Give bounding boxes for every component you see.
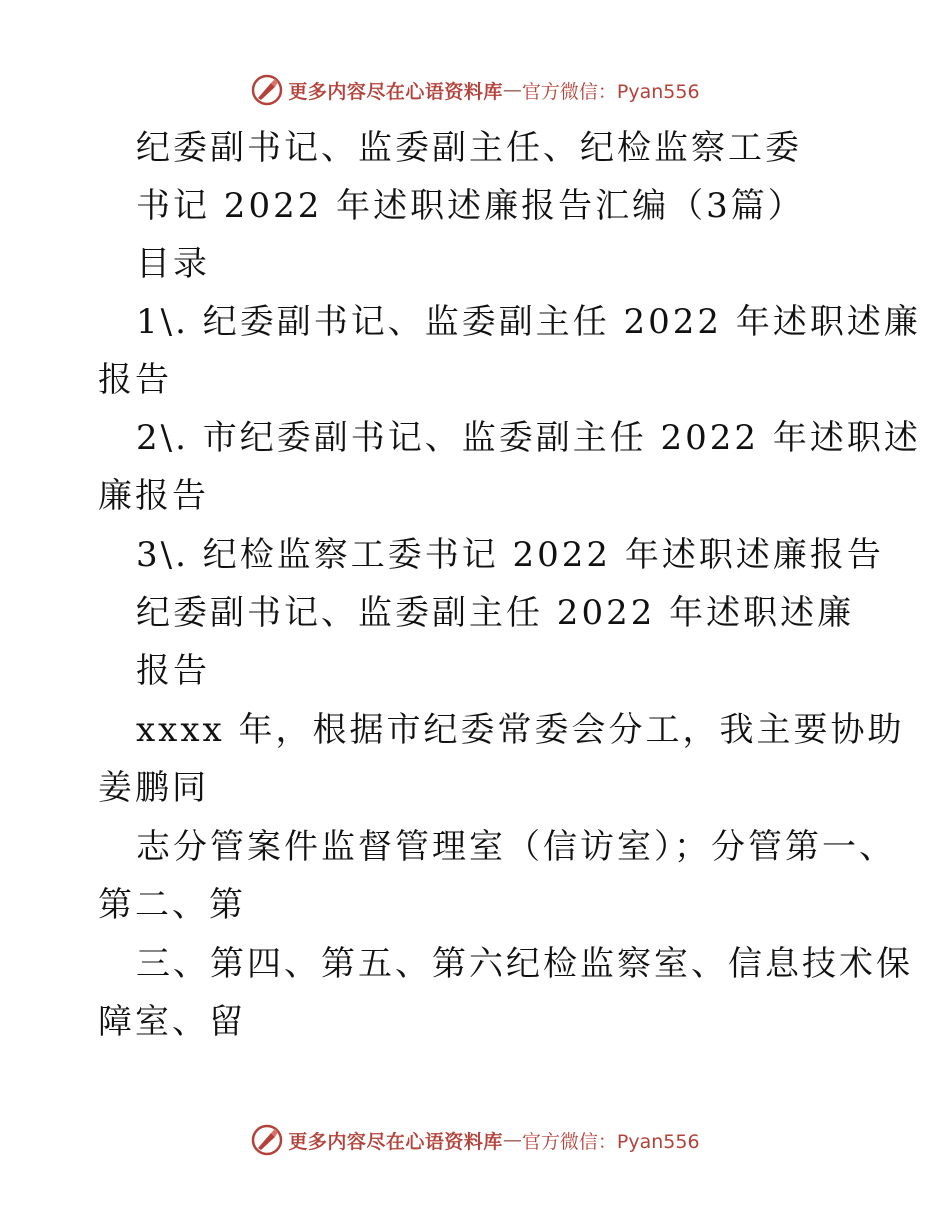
pen-nib-logo-icon [250, 73, 284, 107]
paragraph-line-4: 第二、第 [98, 885, 246, 925]
footer-banner [0, 1120, 950, 1160]
banner-separator: — [502, 79, 522, 101]
section-title-line-1: 纪委副书记、监委副主任 2022 年述职述廉 [136, 593, 855, 633]
paragraph-line-3: 志分管案件监督管理室（信访室）；分管第一、 [136, 827, 896, 867]
doc-title-line-2: 书记 2022 年述职述廉报告汇编（3篇） [136, 186, 805, 226]
toc-item-3: 3\. 纪检监察工委书记 2022 年述职述廉报告 [136, 535, 884, 575]
paragraph-line-6: 障室、留 [98, 1002, 246, 1042]
banner-separator: — [502, 1129, 522, 1151]
section-title-line-2: 报告 [136, 651, 210, 691]
toc-item-2-cont: 廉报告 [98, 476, 209, 516]
paragraph-line-5: 三、第四、第五、第六纪检监察室、信息技术保 [136, 944, 913, 984]
header-banner [0, 70, 950, 110]
doc-title-line-1: 纪委副书记、监委副主任、纪检监察工委 [136, 128, 802, 168]
paragraph-line-1: xxxx 年，根据市纪委常委会分工，我主要协助 [136, 710, 905, 750]
toc-item-1: 1\. 纪委副书记、监委副主任 2022 年述职述廉 [136, 302, 921, 342]
banner-text: 更多内容尽在心语资料库 [288, 1130, 503, 1153]
toc-heading: 目录 [136, 244, 210, 284]
pen-nib-logo-icon [250, 1123, 284, 1157]
paragraph-line-2: 姜鹏同 [98, 768, 209, 808]
banner-wechat: 官方微信：Pyan556 [521, 80, 700, 103]
toc-item-1-cont: 报告 [98, 360, 172, 400]
toc-item-2: 2\. 市纪委副书记、监委副主任 2022 年述职述 [136, 418, 921, 458]
banner-wechat: 官方微信：Pyan556 [521, 1130, 700, 1153]
banner-text: 更多内容尽在心语资料库 [288, 80, 503, 103]
